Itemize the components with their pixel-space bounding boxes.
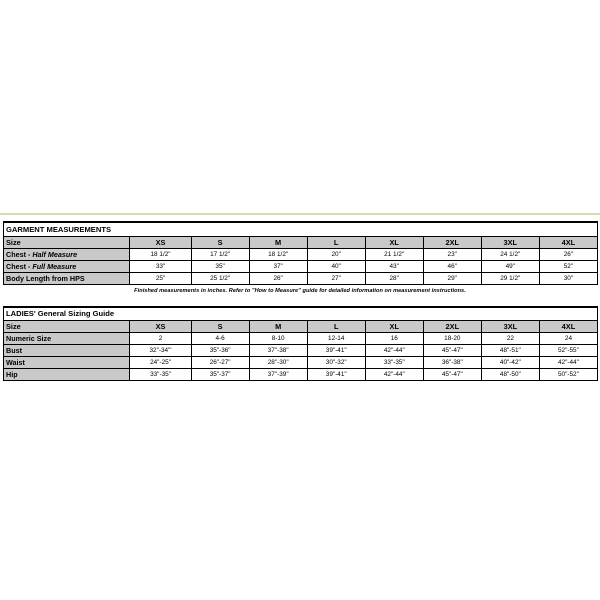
table-cell: 48"-51" (481, 345, 539, 357)
table-cell: 4-6 (191, 333, 249, 345)
table-cell: 45"-47" (423, 345, 481, 357)
ladies-row-hip (4, 369, 598, 381)
table-cell: 33"-35" (130, 369, 191, 381)
table-cell: 30" (539, 272, 597, 284)
garment-row-body-length (4, 272, 598, 284)
garment-row-label (4, 248, 130, 260)
ladies-row-label: Bust (4, 345, 130, 357)
label-emphasis: Full Measure (32, 261, 77, 271)
table-cell: 37" (249, 260, 307, 272)
garment-size-col: XS (130, 236, 191, 248)
label-prefix: Chest - (6, 249, 33, 259)
garment-size-col: 3XL (481, 236, 539, 248)
garment-size-col: L (307, 236, 365, 248)
garment-size-col: M (249, 236, 307, 248)
ladies-row-waist (4, 357, 598, 369)
table-cell: 25 1/2" (191, 272, 249, 284)
table-cell: 50"-52" (539, 369, 597, 381)
garment-size-col: 4XL (539, 236, 597, 248)
ladies-size-header-row (4, 321, 598, 333)
table-cell: 26" (539, 248, 597, 260)
table-cell: 26"-27" (191, 357, 249, 369)
table-cell: 30"-32" (307, 357, 365, 369)
ladies-size-col: XL (365, 321, 423, 333)
table-cell: 26" (249, 272, 307, 284)
table-cell: 24 1/2" (481, 248, 539, 260)
table-cell: 25" (130, 272, 191, 284)
table-cell: 29" (423, 272, 481, 284)
measurement-note: Finished measurements in inches. Refer to "How to Measure" guide for detailed information on measurement instructions. (134, 287, 466, 294)
ladies-sizing-table (3, 306, 598, 382)
table-cell: 27" (307, 272, 365, 284)
ladies-size-col: M (249, 321, 307, 333)
table-cell: 17 1/2" (191, 248, 249, 260)
table-cell: 49" (481, 260, 539, 272)
ladies-size-col: 4XL (539, 321, 597, 333)
table-cell: 52"-55" (539, 345, 597, 357)
garment-row-label (4, 272, 130, 284)
table-cell: 40"-42" (481, 357, 539, 369)
ladies-size-col: 3XL (481, 321, 539, 333)
table-cell: 42"-44" (539, 357, 597, 369)
table-cell: 22 (481, 333, 539, 345)
ladies-size-col: L (307, 321, 365, 333)
ladies-size-label: Size (4, 321, 130, 333)
garment-row-label (4, 260, 130, 272)
table-cell: 28"-30" (249, 357, 307, 369)
garment-size-col: 2XL (423, 236, 481, 248)
garment-size-col: XL (365, 236, 423, 248)
garment-title: GARMENT MEASUREMENTS (4, 222, 598, 236)
table-cell: 48"-50" (481, 369, 539, 381)
table-cell: 2 (130, 333, 191, 345)
table-cell: 36"-38" (423, 357, 481, 369)
table-cell: 8-10 (249, 333, 307, 345)
table-cell: 24"-25" (130, 357, 191, 369)
label-emphasis: Half Measure (32, 249, 78, 259)
table-cell: 42"-44" (365, 345, 423, 357)
table-cell: 39"-41" (307, 369, 365, 381)
garment-size-col: S (191, 236, 249, 248)
table-cell: 24 (539, 333, 597, 345)
table-cell: 32"-34"' (130, 345, 191, 357)
table-cell: 23" (423, 248, 481, 260)
ladies-size-col: S (191, 321, 249, 333)
garment-measurements-table (3, 221, 598, 285)
table-cell: 33"-35" (365, 357, 423, 369)
table-cell: 52" (539, 260, 597, 272)
garment-title-row (4, 222, 598, 236)
label-prefix: Body Length from HPS (6, 273, 85, 283)
garment-size-label: Size (4, 236, 130, 248)
table-cell: 12-14 (307, 333, 365, 345)
table-cell: 43" (365, 260, 423, 272)
table-cell: 39"-41" (307, 345, 365, 357)
table-cell: 18-20 (423, 333, 481, 345)
table-cell: 40" (307, 260, 365, 272)
table-cell: 18 1/2" (249, 248, 307, 260)
table-cell: 35"-37" (191, 369, 249, 381)
garment-row-chest-half (4, 248, 598, 260)
table-cell: 20" (307, 248, 365, 260)
ladies-row-label: Hip (4, 369, 130, 381)
table-cell: 37"-39" (249, 369, 307, 381)
ladies-size-col: XS (130, 321, 191, 333)
garment-size-header-row (4, 236, 598, 248)
table-cell: 16 (365, 333, 423, 345)
table-cell: 35" (191, 260, 249, 272)
table-cell: 46" (423, 260, 481, 272)
accent-divider (0, 213, 600, 215)
ladies-row-label: Waist (4, 357, 130, 369)
ladies-row-bust (4, 345, 598, 357)
table-cell: 37"-38" (249, 345, 307, 357)
size-chart-sheet (0, 213, 600, 381)
ladies-row-label: Numeric Size (4, 333, 130, 345)
table-cell: 18 1/2" (130, 248, 191, 260)
table-cell: 21 1/2" (365, 248, 423, 260)
table-cell: 35"-36" (191, 345, 249, 357)
ladies-size-col: 2XL (423, 321, 481, 333)
ladies-title-row (4, 307, 598, 321)
table-cell: 29 1/2" (481, 272, 539, 284)
label-prefix: Chest - (6, 261, 33, 271)
table-cell: 45"-47" (423, 369, 481, 381)
table-cell: 28" (365, 272, 423, 284)
ladies-row-numeric-size (4, 333, 598, 345)
table-cell: 42"-44" (365, 369, 423, 381)
ladies-title: LADIES' General Sizing Guide (4, 307, 598, 321)
garment-row-chest-full (4, 260, 598, 272)
table-cell: 33" (130, 260, 191, 272)
